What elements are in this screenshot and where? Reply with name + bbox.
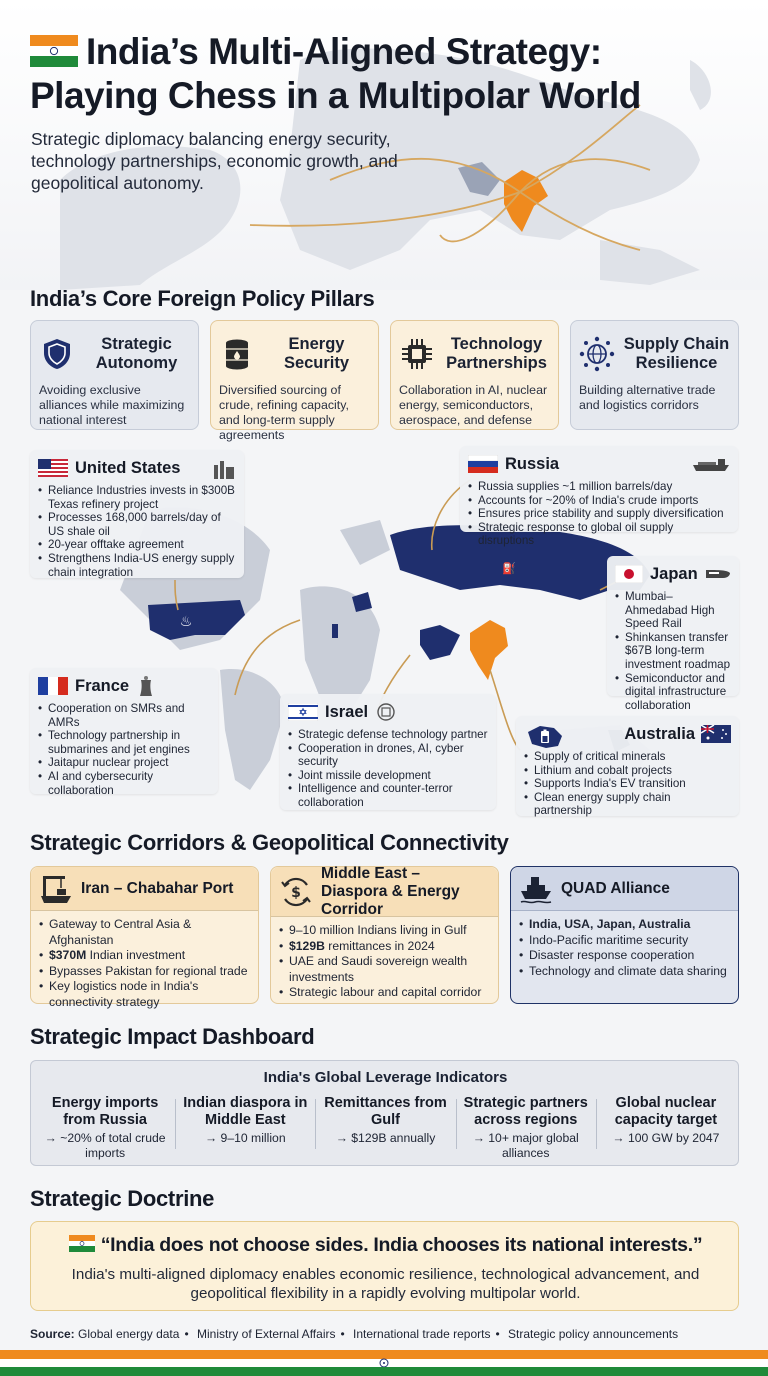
page-subtitle: Strategic diplomacy balancing energy security, technology partnerships, economic growth, and geopolitical autonomy. [31, 129, 398, 193]
israel-flag-icon [288, 703, 318, 721]
list-item: • Jaitapur nuclear project [38, 756, 210, 770]
country-name: Japan [650, 564, 698, 583]
port-crane-icon [39, 874, 73, 904]
list-item: • $370M Indian investment [39, 948, 250, 964]
oil-tanker-icon [692, 456, 730, 472]
pillar-energy-security [210, 320, 379, 442]
source-item: International trade reports [353, 1327, 491, 1341]
indicator-energy-imports [35, 1095, 175, 1160]
list-item: • Supply of critical minerals [524, 750, 731, 764]
list-item: • Joint missile development [288, 769, 488, 783]
pillar-desc: Collaboration in AI, nuclear energy, semiconductors, aerospace, and defense [399, 383, 548, 427]
list-item: • Technology and climate data sharing [519, 964, 730, 980]
indicator-nuclear-target [596, 1095, 736, 1160]
doctrine-heading: Strategic Doctrine [30, 1186, 215, 1211]
indicator-label: Indian diaspora in Middle East [183, 1095, 308, 1128]
corridor-title: Middle East – Diaspora & Energy Corridor [321, 864, 460, 918]
indicator-remittances [315, 1095, 455, 1160]
corridor-title: QUAD Alliance [561, 879, 670, 897]
dashboard-heading: Strategic Impact Dashboard [30, 1024, 315, 1049]
list-item: • Strategic labour and capital corridor [279, 985, 490, 1001]
list-item: • Lithium and cobalt projects [524, 764, 731, 778]
usa-flag-icon [38, 459, 68, 477]
pillar-title: Strategic Autonomy [95, 335, 178, 372]
japan-flag-icon [615, 565, 643, 583]
microchip-icon [399, 336, 435, 372]
pillar-supply-chain-resilience [570, 320, 739, 430]
indicator-value: → 9–10 million [204, 1131, 286, 1145]
list-item: • Key logistics node in India's connectivity strategy [39, 979, 250, 1010]
list-item: • Cooperation in drones, AI, cyber security [288, 742, 488, 769]
pillar-title: Energy Security [283, 335, 350, 372]
footer-white-band [0, 1359, 768, 1367]
indicator-label: Energy imports from Russia [51, 1095, 159, 1128]
indicator-value: → 10+ major global alliances [472, 1131, 579, 1160]
title-line-2: Playing Chess in a Multipolar World [30, 75, 641, 116]
country-card-israel [280, 694, 496, 810]
battery-icon [524, 722, 564, 750]
doctrine-card [30, 1221, 739, 1311]
russia-flag-icon [468, 455, 498, 473]
source-item: Ministry of External Affairs [196, 1327, 336, 1341]
list-item: • Bypasses Pakistan for regional trade [39, 964, 250, 980]
list-item: • Processes 168,000 barrels/day of US shale oil [38, 511, 236, 538]
corridor-card-quad [510, 866, 739, 1004]
country-name: France [75, 676, 130, 695]
oil-barrel-icon [219, 336, 255, 372]
svg-text:♨: ♨ [179, 614, 193, 630]
corridor-title: Iran – Chabahar Port [81, 879, 234, 897]
list-item: • India, USA, Japan, Australia [519, 917, 730, 933]
list-item: • Supports India's EV transition [524, 777, 731, 791]
refinery-icon [212, 457, 236, 479]
india-flag-icon [69, 1235, 95, 1252]
list-item: • Strengthens India-US energy supply chain integration [38, 552, 236, 579]
doctrine-body: India's multi-aligned diplomacy enables economic resilience, technological advancement, and geopolitical flexibility in a rapidly evolving multipolar world. [71, 1266, 700, 1302]
country-name: Israel [325, 702, 369, 721]
source-item: Strategic policy announcements [508, 1327, 679, 1341]
india-flag-icon [30, 35, 78, 67]
list-item: • Accounts for ~20% of India's crude imports [468, 494, 730, 508]
australia-flag-icon [701, 725, 731, 743]
list-item: • Mumbai–Ahmedabad High Speed Rail [615, 590, 731, 631]
indicator-value: → 100 GW by 2047 [612, 1131, 720, 1145]
list-item: • Cooperation on SMRs and AMRs [38, 702, 210, 729]
dollar-exchange-icon [279, 875, 313, 909]
leverage-dashboard [30, 1060, 739, 1166]
list-item: • Strategic response to global oil supply disruptions [468, 521, 730, 548]
country-name: Australia [624, 724, 695, 743]
pillars-heading: India’s Core Foreign Policy Pillars [30, 286, 375, 311]
indicator-label: Remittances from Gulf [324, 1095, 447, 1128]
pillar-desc: Avoiding exclusive alliances while maximizing national interest [39, 383, 185, 427]
nuclear-icon [137, 676, 155, 696]
country-card-united-states [30, 450, 244, 578]
list-item: • $129B remittances in 2024 [279, 939, 490, 955]
pillar-desc: Building alternative trade and logistics corridors [579, 383, 716, 412]
source-label: Source: [30, 1327, 75, 1341]
country-card-japan [607, 556, 739, 712]
cyber-icon [376, 702, 396, 722]
country-card-australia [516, 716, 739, 816]
title-line-1: India’s Multi-Aligned Strategy: [86, 31, 602, 72]
list-item: • Gateway to Central Asia & Afghanistan [39, 917, 250, 948]
list-item: • Disaster response cooperation [519, 948, 730, 964]
indicator-label: Global nuclear capacity target [614, 1095, 718, 1128]
page-title [30, 30, 750, 118]
bullet-train-icon [705, 567, 731, 581]
list-item: • Indo-Pacific maritime security [519, 933, 730, 949]
ship-icon [519, 874, 553, 904]
list-item: • 9–10 million Indians living in Gulf [279, 923, 490, 939]
svg-text:$: $ [291, 884, 301, 901]
pillar-strategic-autonomy [30, 320, 199, 430]
corridors-heading: Strategic Corridors & Geopolitical Connectivity [30, 830, 509, 855]
hero-header [0, 0, 768, 290]
list-item: • Semiconductor and digital infrastructure collaboration [615, 672, 731, 713]
list-item: • Russia supplies ~1 million barrels/day [468, 480, 730, 494]
pillar-title: Technology Partnerships [446, 335, 547, 372]
indicator-strategic-partners [456, 1095, 596, 1160]
country-name: United States [75, 458, 181, 477]
indicator-label: Strategic partners across regions [463, 1095, 588, 1128]
indicator-diaspora [175, 1095, 315, 1160]
list-item: • Strategic defense technology partner [288, 728, 488, 742]
france-flag-icon [38, 677, 68, 695]
country-card-france [30, 668, 218, 797]
list-item: • AI and cybersecurity collaboration [38, 770, 210, 797]
corridor-card-middle-east [270, 866, 499, 1004]
list-item: • Technology partnership in submarines and jet engines [38, 729, 210, 756]
dashboard-title: India's Global Leverage Indicators [263, 1069, 508, 1086]
pillar-title: Supply Chain Resilience [623, 335, 730, 372]
indicator-value: → $129B annually [335, 1131, 436, 1145]
doctrine-quote: “India does not choose sides. India chooses its national interests.” [31, 1234, 740, 1257]
indicator-value: → ~20% of total crude imports [44, 1131, 166, 1160]
country-name: Russia [505, 454, 560, 473]
corridor-card-chabahar [30, 866, 259, 1009]
list-item: • Reliance Industries invests in $300B Texas refinery project [38, 484, 236, 511]
pillar-technology-partnerships [390, 320, 559, 430]
footer-green-band [0, 1367, 768, 1376]
list-item: • Ensures price stability and supply diversification [468, 507, 730, 521]
source-line: Source: Global energy data • Ministry of External Affairs • International trade reports • Strategic policy announcements [30, 1327, 679, 1341]
list-item: • Clean energy supply chain partnership [524, 791, 731, 818]
list-item: • Intelligence and counter-terror collaboration [288, 782, 488, 809]
shield-icon [39, 336, 75, 372]
source-item: Global energy data [78, 1327, 180, 1341]
list-item: • 20-year offtake agreement [38, 538, 236, 552]
network-globe-icon [579, 336, 615, 372]
list-item: • Shinkansen transfer $67B long-term investment roadmap [615, 631, 731, 672]
list-item: • UAE and Saudi sovereign wealth investments [279, 954, 490, 985]
pillar-desc: Diversified sourcing of crude, refining capacity, and long-term supply agreements [219, 383, 349, 442]
svg-text:⛽: ⛽ [502, 562, 516, 575]
country-card-russia [460, 446, 738, 548]
